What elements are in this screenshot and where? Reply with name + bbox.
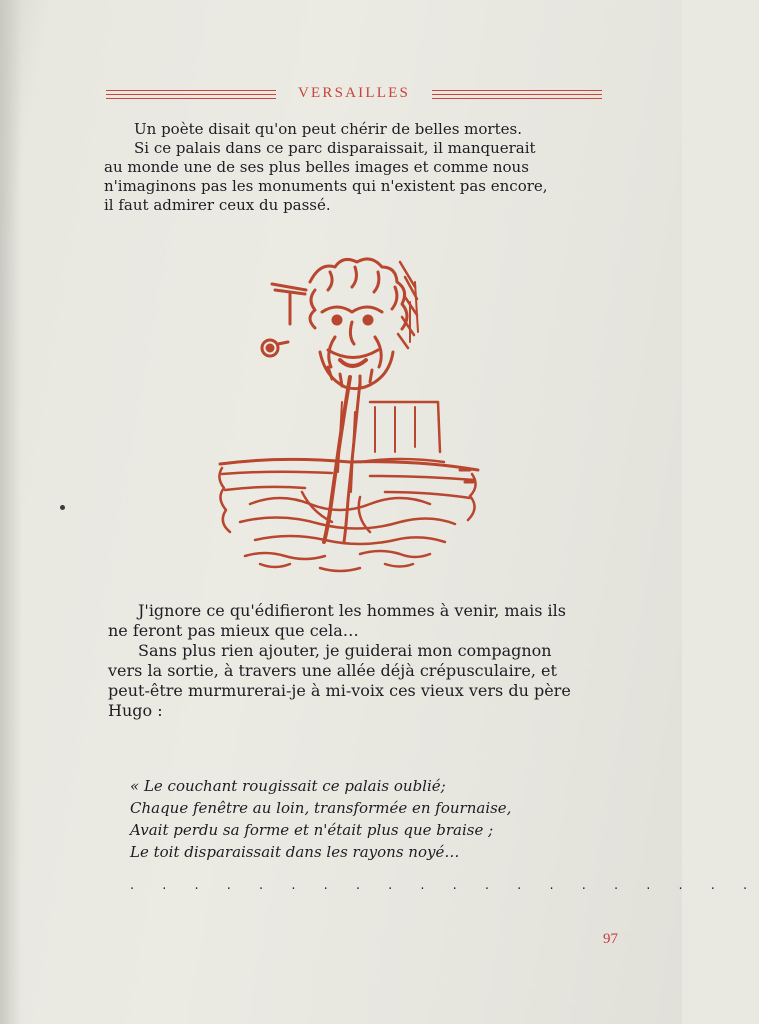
paragraph-1-line: Un poète disait qu'on peut chérir de belles mortes. [134,120,522,138]
paragraph-2-line: J'ignore ce qu'édifieront les hommes à venir, mais ils [138,601,566,620]
paragraph-2-line: peut-être murmurerai-je à mi-voix ces vieux vers du père [108,681,571,700]
margin-mark [60,505,65,510]
paragraph-2-line: vers la sortie, à travers une allée déjà crépusculaire, et [108,661,557,680]
paragraph-2-line: ne feront pas mieux que cela… [108,621,359,640]
paragraph-1-line: n'imaginons pas les monuments qui n'existent pas encore, [104,177,548,195]
verse-line: Chaque fenêtre au loin, transformée en fournaise, [130,799,512,817]
verse-line: « Le couchant rougissait ce palais oublié; [130,777,446,795]
header-rule-right [432,90,602,102]
paragraph-1-line: Si ce palais dans ce parc disparaissait, il manquerait [134,139,536,157]
paragraph-1-line: il faut admirer ceux du passé. [104,196,331,214]
paragraph-2-line: Hugo : [108,701,163,720]
header-rule-left [106,90,276,102]
paragraph-1 [104,120,604,215]
fountain-mask-illustration [210,242,490,582]
paragraph-2-line: Sans plus rien ajouter, je guiderai mon compagnon [138,641,552,660]
running-header [106,86,602,110]
verse-line: Avait perdu sa forme et n'était plus que braise ; [130,821,494,839]
paragraph-2 [108,601,616,721]
verse-quote [130,775,570,863]
page-number: 97 [603,931,618,947]
verse-ellipsis: . . . . . . . . . . . . . . . . . . . . [130,878,759,893]
running-title: VERSAILLES [298,85,410,101]
spine-shadow [0,0,22,1024]
paragraph-1-line: au monde une de ses plus belles images et comme nous [104,158,529,176]
verse-line: Le toit disparaissait dans les rayons noyé… [130,843,460,861]
